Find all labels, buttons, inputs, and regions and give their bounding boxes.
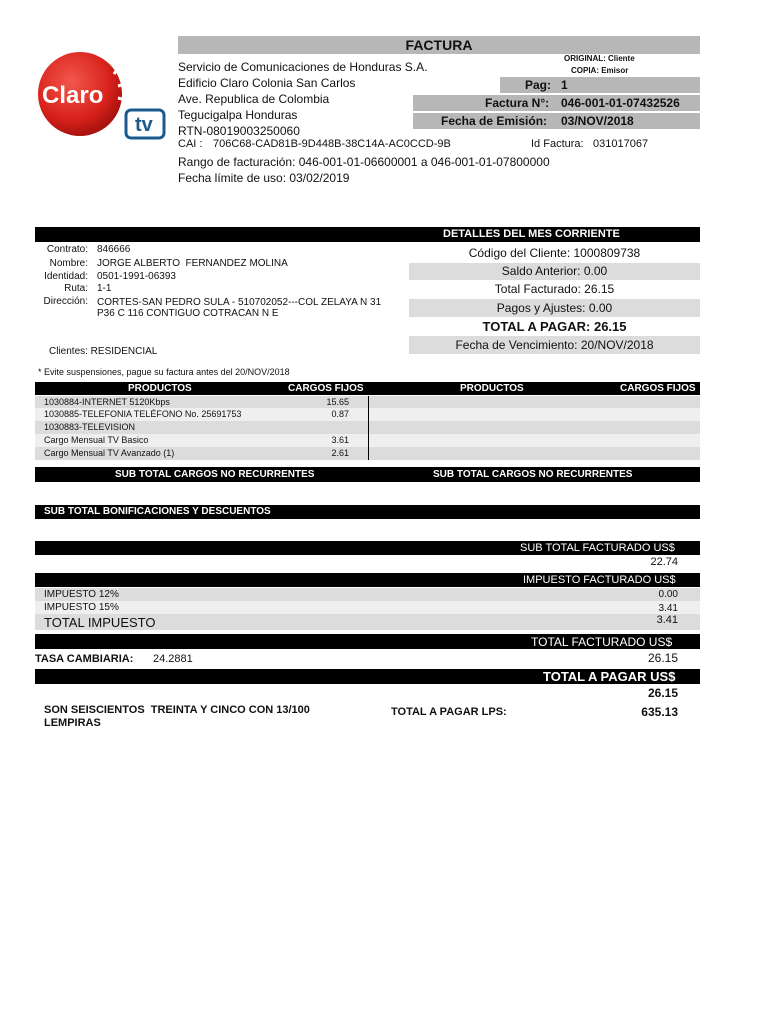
cai-label: CAI : bbox=[178, 138, 203, 150]
issue-date-label: Fecha de Emisión: bbox=[441, 114, 548, 128]
address-label: Dirección: bbox=[43, 296, 88, 307]
amount-in-words-line1: SON SEISCIENTOS TREINTA Y CINCO CON 13/100 bbox=[44, 704, 310, 716]
subtotal-label: SUB TOTAL FACTURADO US$ bbox=[520, 542, 675, 554]
product-name: Cargo Mensual TV Basico bbox=[44, 435, 149, 445]
company-city: Tegucigalpa Honduras bbox=[178, 108, 298, 122]
total-tax-label: TOTAL IMPUESTO bbox=[44, 615, 156, 630]
product-name: Cargo Mensual TV Avanzado (1) bbox=[44, 448, 175, 458]
total-billed-label: TOTAL FACTURADO US$ bbox=[531, 635, 673, 649]
tax-label: IMPUESTO FACTURADO US$ bbox=[523, 574, 676, 586]
details-header: DETALLES DEL MES CORRIENTE bbox=[443, 228, 620, 240]
due-date: Fecha de Vencimiento: 20/NOV/2018 bbox=[409, 336, 700, 354]
suspension-note: * Evite suspensiones, pague su factura antes del 20/NOV/2018 bbox=[38, 367, 290, 377]
company-name: Servicio de Comunicaciones de Honduras S.A. bbox=[178, 60, 428, 74]
contract-label: Contrato: bbox=[46, 244, 88, 255]
name-label: Nombre: bbox=[49, 258, 88, 269]
id-factura-label: Id Factura: bbox=[531, 138, 584, 150]
total-to-pay: TOTAL A PAGAR: 26.15 bbox=[482, 319, 627, 334]
svg-text:Claro: Claro bbox=[42, 82, 104, 109]
address-line-2: P36 C 116 CONTIGUO COTRACAN N E bbox=[97, 308, 279, 319]
identity-label: Identidad: bbox=[44, 271, 88, 282]
product-charge: 3.61 bbox=[331, 435, 349, 445]
charges-col-left: CARGOS FIJOS bbox=[288, 383, 364, 394]
tax-12-label: IMPUESTO 12% bbox=[44, 589, 119, 600]
company-info bbox=[178, 59, 438, 139]
tax-12-value: 0.00 bbox=[658, 589, 678, 600]
route-value: 1-1 bbox=[97, 283, 112, 294]
svg-text:tv: tv bbox=[135, 114, 153, 136]
copy-emisor: COPIA: Emisor bbox=[571, 66, 629, 75]
products-col-left: PRODUCTOS bbox=[128, 383, 192, 394]
total-lps-value: 635.13 bbox=[641, 705, 678, 719]
product-charge: 15.65 bbox=[326, 397, 349, 407]
total-pay-value: 26.15 bbox=[647, 686, 678, 700]
product-charge: 0.87 bbox=[331, 409, 349, 419]
address-line-1: CORTES-SAN PEDRO SULA - 510702052---COL ZELAYA N 31 bbox=[97, 297, 382, 308]
total-pay-label: TOTAL A PAGAR US$ bbox=[543, 669, 676, 684]
route-label: Ruta: bbox=[64, 283, 88, 294]
non-recurring-right: SUB TOTAL CARGOS NO RECURRENTES bbox=[433, 469, 633, 480]
tax-15-label: IMPUESTO 15% bbox=[44, 602, 119, 613]
product-name: 1030883-TELEVISION bbox=[44, 422, 136, 432]
previous-balance: Saldo Anterior: 0.00 bbox=[409, 263, 700, 280]
copy-original: ORIGINAL: Cliente bbox=[564, 54, 635, 63]
cai-value: 706C68-CAD81B-9D448B-38C14A-AC0CCD-9B bbox=[213, 138, 451, 150]
page-value: 1 bbox=[561, 78, 568, 92]
invoice-number-value: 046-001-01-07432526 bbox=[561, 96, 680, 110]
exchange-rate-value: 24.2881 bbox=[153, 653, 193, 665]
billing-range: Rango de facturación: 046-001-01-06600001 a 046-001-01-07800000 bbox=[178, 155, 550, 169]
client-type: Clientes: RESIDENCIAL bbox=[49, 346, 158, 357]
page-label: Pag: bbox=[525, 78, 552, 92]
non-recurring-left: SUB TOTAL CARGOS NO RECURRENTES bbox=[115, 469, 315, 480]
company-rtn: RTN-08019003250060 bbox=[178, 124, 300, 138]
total-lps-label: TOTAL A PAGAR LPS: bbox=[391, 706, 507, 718]
payments-adjustments: Pagos y Ajustes: 0.00 bbox=[409, 299, 700, 317]
company-building: Edificio Claro Colonia San Carlos bbox=[178, 76, 356, 90]
client-code: Código del Cliente: 1000809738 bbox=[409, 244, 700, 262]
products-column-divider bbox=[368, 396, 369, 460]
contract-value: 846666 bbox=[97, 244, 131, 255]
product-name: 1030885-TELEFONIA TELÉFONO No. 25691753 bbox=[44, 409, 242, 419]
expiry-date: Fecha límite de uso: 03/02/2019 bbox=[178, 171, 350, 185]
amount-in-words-line2: LEMPIRAS bbox=[44, 717, 101, 729]
company-avenue: Ave. Republica de Colombia bbox=[178, 92, 330, 106]
subtotal-value: 22.74 bbox=[650, 556, 678, 568]
identity-value: 0501-1991-06393 bbox=[97, 271, 176, 282]
issue-date-value: 03/NOV/2018 bbox=[561, 114, 634, 128]
name-value: JORGE ALBERTO FERNANDEZ MOLINA bbox=[97, 258, 288, 269]
id-factura-value: 031017067 bbox=[593, 138, 649, 150]
claro-logo bbox=[36, 44, 166, 144]
product-charge: 2.61 bbox=[331, 448, 349, 458]
product-name: 1030884-INTERNET 5120Kbps bbox=[44, 397, 170, 407]
total-billed-value: 26.15 bbox=[647, 651, 678, 665]
invoice-title: FACTURA bbox=[178, 36, 700, 54]
tax-15-value: 3.41 bbox=[658, 603, 678, 614]
products-col-right: PRODUCTOS bbox=[460, 383, 524, 394]
total-tax-value: 3.41 bbox=[656, 614, 678, 626]
discounts-label: SUB TOTAL BONIFICACIONES Y DESCUENTOS bbox=[44, 506, 271, 517]
invoice-number-label: Factura N°: bbox=[485, 96, 550, 110]
charges-col-right: CARGOS FIJOS bbox=[620, 383, 696, 394]
exchange-rate-label: TASA CAMBIARIA: bbox=[35, 653, 134, 665]
total-billed: Total Facturado: 26.15 bbox=[494, 282, 615, 296]
